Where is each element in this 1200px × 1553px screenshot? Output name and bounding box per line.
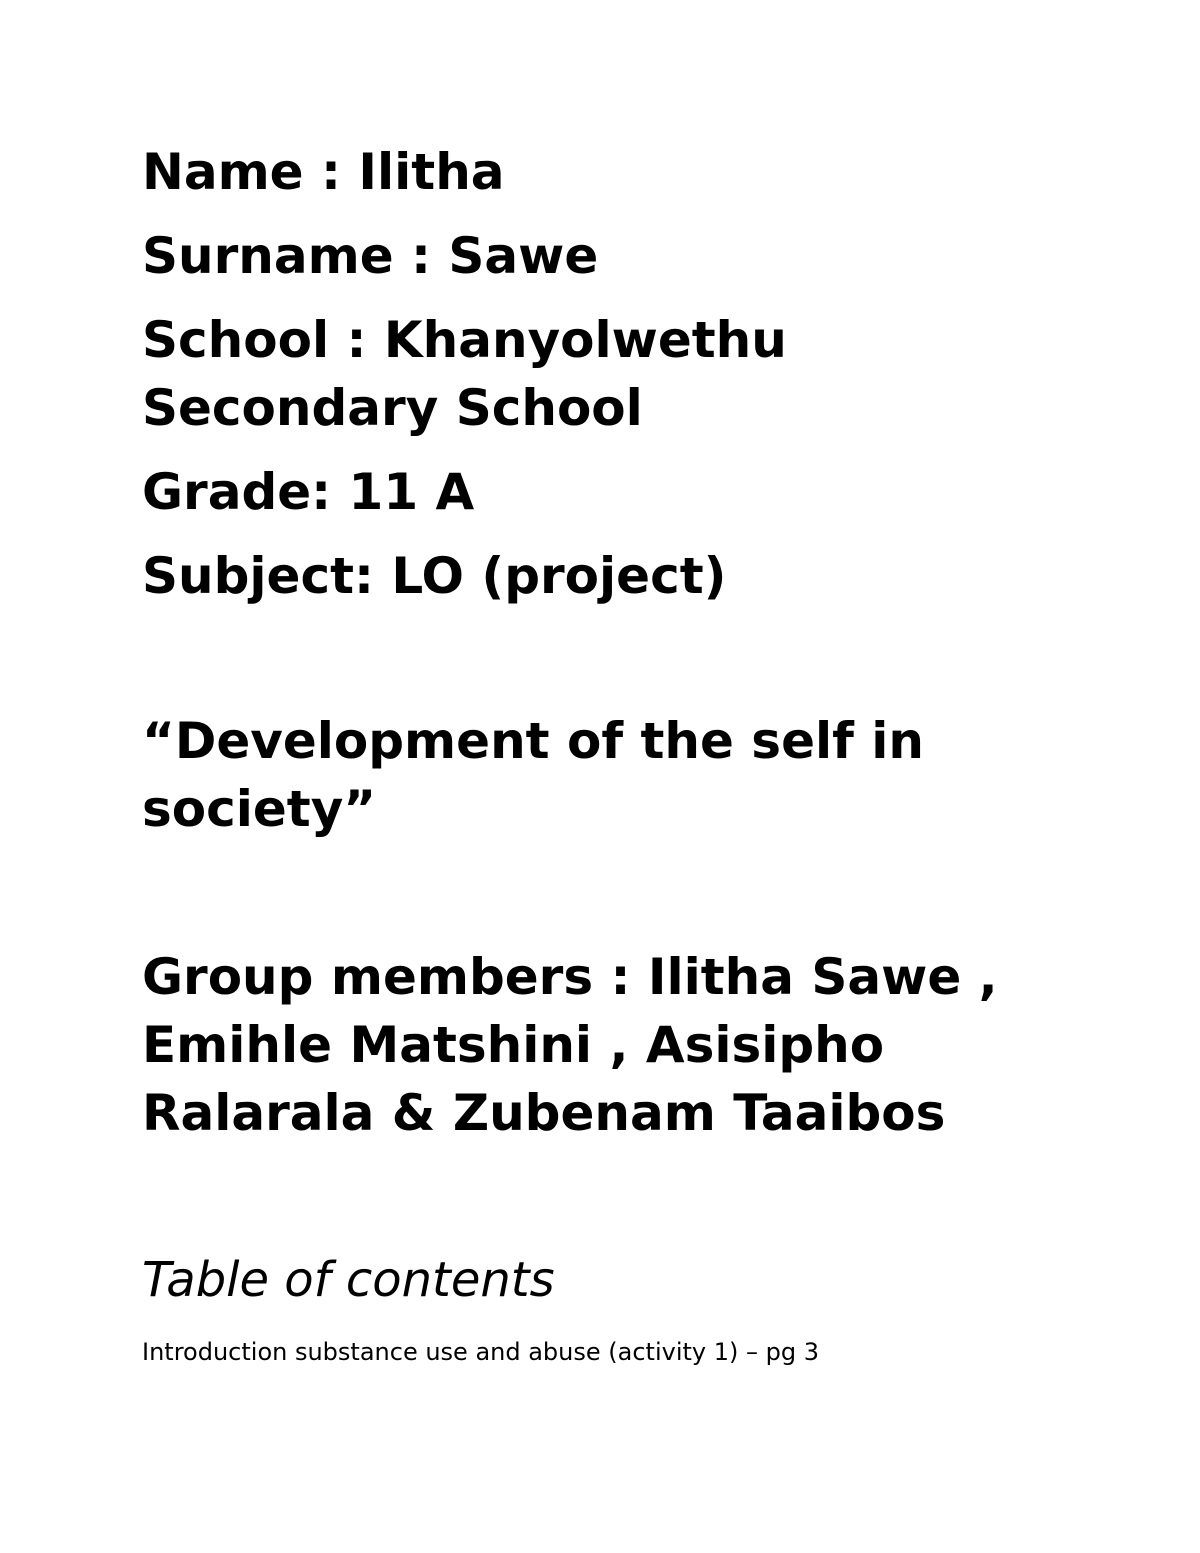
group-members-line-2: Emihle Matshini , Asisipho (142, 1016, 885, 1074)
group-members-line-3: Ralarala & Zubenam Taaibos (142, 1084, 946, 1142)
group-members-line-1: Group members : Ilitha Sawe , (142, 948, 998, 1006)
student-surname: Surname : Sawe (142, 227, 599, 285)
project-title-line-1: “Development of the self in (142, 712, 925, 770)
toc-entry: Introduction substance use and abuse (activity 1) – pg 3 (142, 1338, 819, 1366)
school-name-line-2: Secondary School (142, 379, 643, 437)
subject: Subject: LO (project) (142, 547, 727, 605)
toc-heading: Table of contents (142, 1252, 555, 1308)
student-name: Name : Ilitha (142, 143, 505, 201)
school-name-line-1: School : Khanyolwethu (142, 311, 787, 369)
grade: Grade: 11 A (142, 463, 475, 521)
project-title-line-2: society” (142, 780, 377, 838)
